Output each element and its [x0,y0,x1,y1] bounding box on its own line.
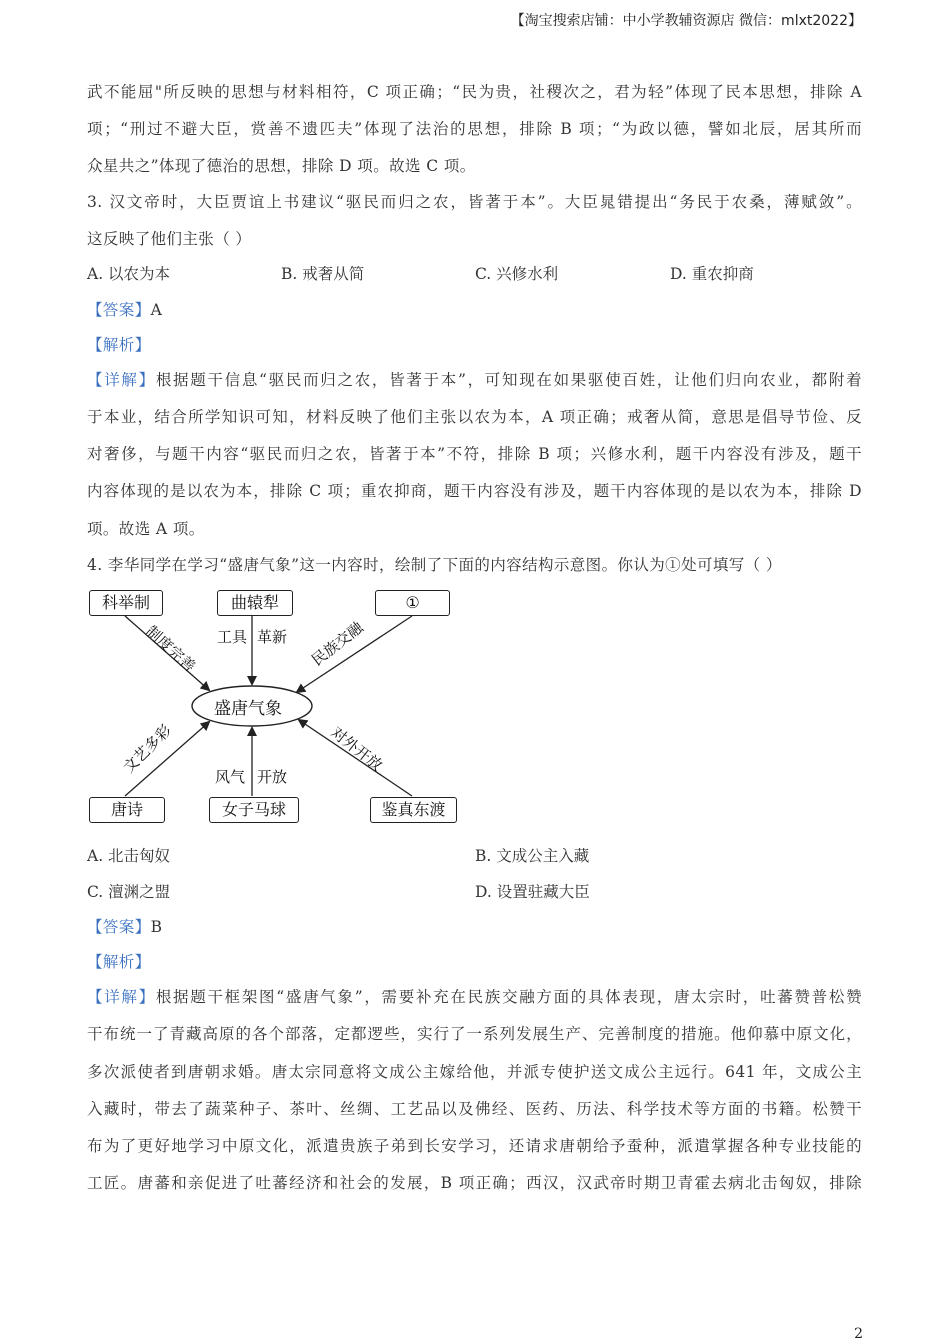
page-number: 2 [854,1326,863,1342]
page-header: 【淘宝搜索店铺：中小学教辅资源店 微信：mlxt2022】 [510,13,862,29]
q3-option-d: D. 重农抑商 [670,265,754,283]
q3-option-a: A. 以农为本 [87,265,171,283]
q4-option-a: A. 北击匈奴 [87,847,171,865]
edge-label-fengqi: 风气 [215,768,246,786]
q4-answer [87,915,162,937]
edge-label-kaifang: 开放 [257,768,288,786]
q3-answer-value: A [150,301,163,319]
q3-analysis-tag: 【解析】 [87,336,151,354]
q4-analysis-tag: 【解析】 [87,953,151,971]
q4-answer-tag: 【答案】 [87,918,151,936]
edge-label-zhidu: 制度完善 [142,622,199,676]
q3-answer [87,298,162,320]
center-label: 盛唐气象 [214,699,282,719]
q3-answer-tag: 【答案】 [87,301,151,319]
q3-detail-tag: 【详解】 [87,371,156,389]
q4-detail-line-1 [87,985,862,1007]
q3-stem-line-2: 这反映了他们主张（ ） [87,230,252,248]
q3-detail-line-3: 对奢侈，与题干内容“驱民而归之农，皆著于本”不符，排除 B 项；兴修水利，题干内容没有涉及，题干 [87,445,862,463]
prev-line-1: 武不能屈"所反映的思想与材料相符，C 项正确；“民为贵，社稷次之，君为轻”体现了民本思想，排除 A [87,83,862,101]
box-nvzimaqiu: 女子马球 [209,797,299,823]
box-jianzhen: 鉴真东渡 [370,797,457,823]
q3-detail-line-2: 于本业，结合所学知识可知，材料反映了他们主张以农为本，A 项正确；戒奢从简，意思是倡导节俭、反 [87,408,862,426]
q4-detail-line-2: 干布统一了青藏高原的各个部落，定都逻些，实行了一系列发展生产、完善制度的措施。他仰慕中原文化， [87,1025,862,1043]
q4-detail-text-1: 根据题干框架图“盛唐气象”，需要补充在民族交融方面的具体表现，唐太宗时，吐蕃赞普松赞 [155,988,862,1006]
box-quyuanli: 曲辕犁 [217,590,293,616]
q3-detail-text-1: 根据题干信息“驱民而归之农，皆著于本”，可知现在如果驱使百姓，让他们归向农业，都附着 [155,371,862,389]
edge-label-minzu: 民族交融 [308,618,367,670]
structure-diagram [87,588,462,828]
edge-label-gexin: 革新 [257,628,288,646]
q4-answer-value: B [150,918,163,936]
q3-stem-line-1: 3. 汉文帝时，大臣贾谊上书建议“驱民而归之农，皆著于本”。大臣晁错提出“务民于农桑，薄赋敛”。 [87,193,862,211]
q3-detail-line-4: 内容体现的是以农为本，排除 C 项；重农抑商，题干内容没有涉及，题干内容体现的是以农为本，排除 D [87,482,862,500]
prev-line-3: 众星共之”体现了德治的思想，排除 D 项。故选 C 项。 [87,157,476,175]
q4-detail-line-4: 入藏时，带去了蔬菜种子、茶叶、丝绸、工艺品以及佛经、医药、历法、科学技术等方面的书籍。松赞干 [87,1100,862,1118]
q4-detail-line-6: 工匠。唐蕃和亲促进了吐蕃经济和社会的发展，B 项正确；西汉，汉武帝时期卫青霍去病北击匈奴，排除 [87,1174,862,1192]
box-blank-1: ① [375,590,450,616]
q4-option-c: C. 澶渊之盟 [87,883,171,901]
box-tangshi: 唐诗 [89,797,165,823]
q3-option-c: C. 兴修水利 [475,265,559,283]
edge-label-duiwai: 对外开放 [327,723,386,775]
edge-label-gongju: 工具 [217,628,248,646]
q4-option-b: B. 文成公主入藏 [475,847,590,865]
q4-stem: 4. 李华同学在学习“盛唐气象”这一内容时，绘制了下面的内容结构示意图。你认为①处可填写（ ） [87,556,782,574]
box-keju: 科举制 [89,590,163,616]
q3-option-b: B. 戒奢从简 [281,265,365,283]
q3-detail-line-1 [87,368,862,390]
q3-detail-line-5: 项。故选 A 项。 [87,520,205,538]
q4-detail-tag: 【详解】 [87,988,156,1006]
q4-detail-line-5: 布为了更好地学习中原文化，派遣贵族子弟到长安学习，还请求唐朝给予蚕种，派遣掌握各种专业技能的 [87,1137,862,1155]
edge-label-wenyi: 文艺多彩 [119,721,175,777]
q4-option-d: D. 设置驻藏大臣 [475,883,590,901]
q4-detail-line-3: 多次派使者到唐朝求婚。唐太宗同意将文成公主嫁给他，并派专使护送文成公主远行。641 年，文成公主 [87,1063,862,1081]
prev-line-2: 项；“刑过不避大臣，赏善不遗匹夫”体现了法治的思想，排除 B 项；“为政以德，譬如北辰，居其所而 [87,120,862,138]
